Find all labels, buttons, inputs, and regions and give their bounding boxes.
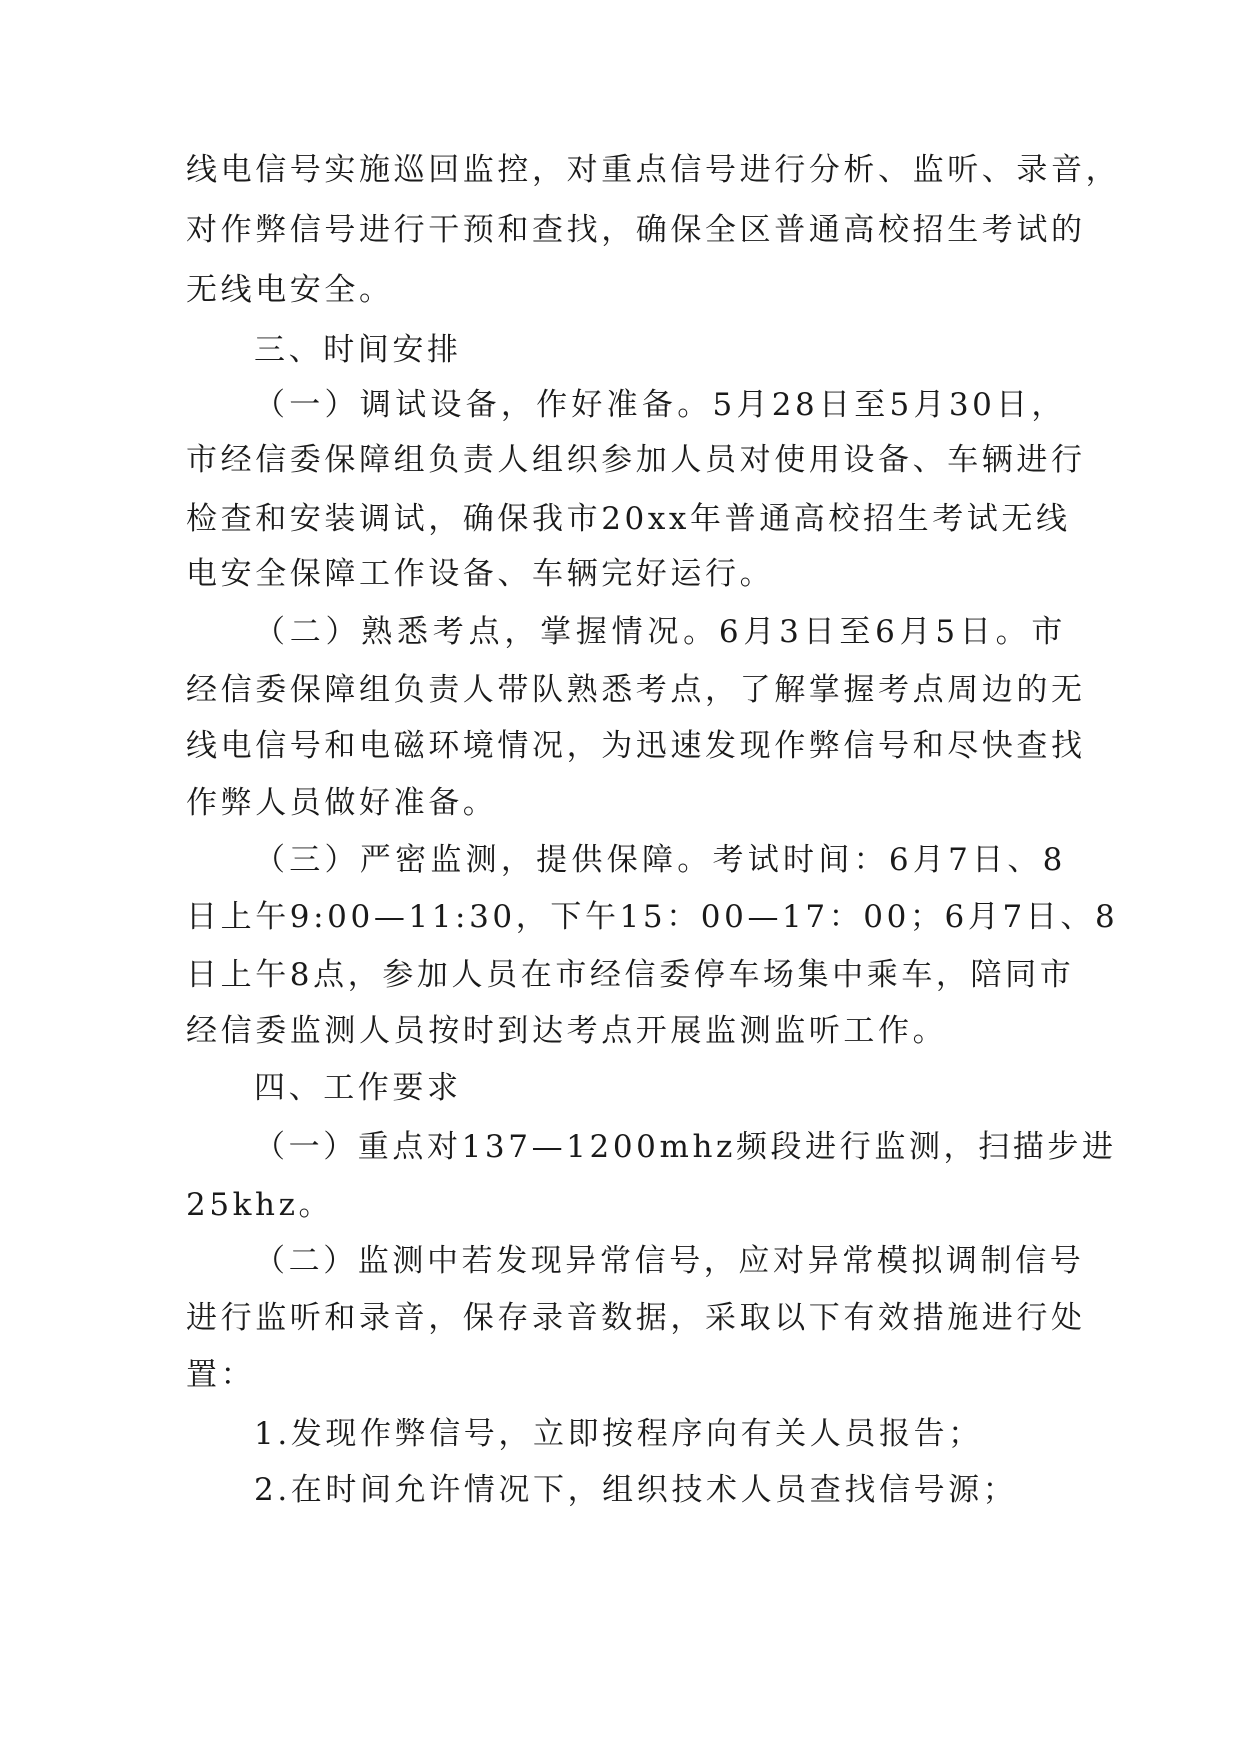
list-item: 2.在时间允许情况下，组织技术人员查找信号源； — [254, 1472, 1018, 1508]
section-heading: 四、工作要求 — [254, 1070, 462, 1106]
paragraph-line: 经信委保障组负责人带队熟悉考点，了解掌握考点周边的无 — [186, 672, 1086, 708]
paragraph-line: （二）熟悉考点，掌握情况。6月3日至6月5日。市 — [254, 614, 1066, 650]
paragraph-line: 电安全保障工作设备、车辆完好运行。 — [186, 556, 775, 592]
paragraph-line: 市经信委保障组负责人组织参加人员对使用设备、车辆进行 — [186, 442, 1086, 478]
paragraph-line: （三）严密监测，提供保障。考试时间：6月7日、8 — [254, 842, 1066, 878]
paragraph-line: 日上午8点，参加人员在市经信委停车场集中乘车，陪同市 — [186, 957, 1075, 993]
paragraph-line: 经信委监测人员按时到达考点开展监测监听工作。 — [186, 1013, 948, 1049]
paragraph-line: 检查和安装调试，确保我市20xx年普通高校招生考试无线 — [186, 501, 1071, 537]
paragraph-line: 日上午9:00—11:30，下午15：00—17：00；6月7日、8 — [186, 899, 1119, 935]
list-item: 1.发现作弊信号，立即按程序向有关人员报告； — [254, 1416, 983, 1452]
paragraph-line: 25khz。 — [186, 1187, 334, 1223]
paragraph-line: （一）重点对137—1200mhz频段进行监测，扫描步进 — [254, 1129, 1117, 1165]
paragraph-line: 置： — [186, 1357, 256, 1393]
paragraph-line: 作弊人员做好准备。 — [186, 785, 498, 821]
paragraph-line: （一）调试设备，作好准备。5月28日至5月30日， — [254, 387, 1066, 423]
paragraph-line: 进行监听和录音，保存录音数据，采取以下有效措施进行处 — [186, 1300, 1086, 1336]
paragraph-line: 线电信号和电磁环境情况，为迅速发现作弊信号和尽快查找 — [186, 728, 1086, 764]
paragraph-line: （二）监测中若发现异常信号，应对异常模拟调制信号 — [254, 1243, 1085, 1279]
paragraph-line: 线电信号实施巡回监控，对重点信号进行分析、监听、录音， — [186, 152, 1121, 188]
paragraph-line: 无线电安全。 — [186, 272, 394, 308]
paragraph-line: 对作弊信号进行干预和查找，确保全区普通高校招生考试的 — [186, 212, 1086, 248]
section-heading: 三、时间安排 — [254, 332, 462, 368]
